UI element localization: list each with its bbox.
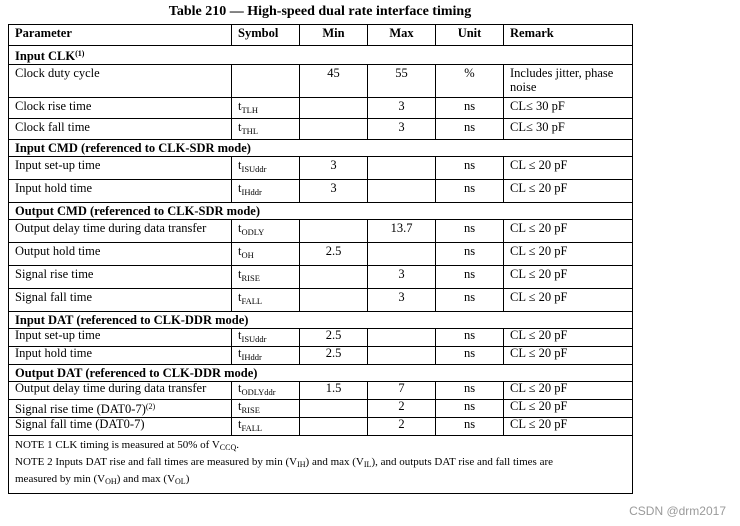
header-remark: Remark xyxy=(504,25,633,46)
max-cell: 3 xyxy=(368,98,436,119)
watermark: CSDN @drm2017 xyxy=(629,504,726,518)
section-label: Output CMD (referenced to CLK-SDR mode) xyxy=(9,203,633,220)
remark-cell: CL≤ 30 pF xyxy=(504,119,633,140)
unit-cell: ns xyxy=(436,180,504,203)
unit-cell: ns xyxy=(436,157,504,180)
max-cell xyxy=(368,329,436,347)
remark-cell: CL ≤ 20 pF xyxy=(504,347,633,365)
section-input-cmd xyxy=(9,140,633,157)
footnote-ref: (2) xyxy=(145,402,156,411)
unit-cell: ns xyxy=(436,400,504,418)
symbol-cell xyxy=(232,65,300,98)
header-parameter: Parameter xyxy=(9,25,232,46)
max-cell: 13.7 xyxy=(368,220,436,243)
footnote-ref: (1) xyxy=(75,49,85,58)
unit-cell: ns xyxy=(436,382,504,400)
note-1: NOTE 1 CLK timing is measured at 50% of $V_{CCQ}$. xyxy=(15,439,239,452)
param-cell: Signal rise time xyxy=(9,266,232,289)
unit-cell: ns xyxy=(436,220,504,243)
symbol-cell: $t_{RISE}$ xyxy=(232,400,300,418)
section-label: Output DAT (referenced to CLK-DDR mode) xyxy=(9,365,633,382)
max-cell: 3 xyxy=(368,289,436,312)
section-output-cmd xyxy=(9,203,633,220)
table-title: Table 210 — High-speed dual rate interface timing xyxy=(168,4,472,19)
max-cell xyxy=(368,243,436,266)
unit-cell: ns xyxy=(436,329,504,347)
table-row xyxy=(9,266,633,289)
symbol-cell: $t_{FALL}$ xyxy=(232,418,300,436)
note-2-cont: measured by $\min (V_{OH})$ and $\max (V_{OL})$ xyxy=(15,473,190,486)
remark-cell: CL ≤ 20 pF xyxy=(504,329,633,347)
section-input-dat xyxy=(9,312,633,329)
param-cell: Output delay time during data transfer xyxy=(9,220,232,243)
notes-cell xyxy=(9,436,633,494)
remark-cell: CL ≤ 20 pF xyxy=(504,400,633,418)
header-unit: Unit xyxy=(436,25,504,46)
min-cell xyxy=(300,98,368,119)
param-cell: Input hold time xyxy=(9,180,232,203)
symbol-cell: $t_{ISUddr}$ xyxy=(232,157,300,180)
min-cell xyxy=(300,220,368,243)
remark-cell: CL ≤ 20 pF xyxy=(504,180,633,203)
remark-cell: CL≤ 30 pF xyxy=(504,98,633,119)
min-cell xyxy=(300,266,368,289)
max-cell: 2 xyxy=(368,400,436,418)
table-row xyxy=(9,400,633,418)
remark-cell: CL ≤ 20 pF xyxy=(504,220,633,243)
remark-cell: CL ≤ 20 pF xyxy=(504,289,633,312)
section-label: Input CLK$^{(1)}$ xyxy=(9,46,633,65)
notes-row xyxy=(9,436,633,494)
symbol-cell: $t_{THL}$ xyxy=(232,119,300,140)
min-cell: 1.5 xyxy=(300,382,368,400)
header-max: Max xyxy=(368,25,436,46)
unit-cell: ns xyxy=(436,119,504,140)
unit-cell: ns xyxy=(436,289,504,312)
param-cell: Input set-up time xyxy=(9,329,232,347)
header-row xyxy=(9,25,633,46)
table-row xyxy=(9,418,633,436)
table-row xyxy=(9,157,633,180)
unit-cell: % xyxy=(436,65,504,98)
min-cell: 3 xyxy=(300,180,368,203)
table-row xyxy=(9,180,633,203)
param-cell: Input set-up time xyxy=(9,157,232,180)
param-cell: Clock fall time xyxy=(9,119,232,140)
table-row xyxy=(9,289,633,312)
symbol-cell: $t_{FALL}$ xyxy=(232,289,300,312)
max-cell: 55 xyxy=(368,65,436,98)
table-row xyxy=(9,382,633,400)
min-cell: 45 xyxy=(300,65,368,98)
max-cell: 7 xyxy=(368,382,436,400)
max-cell xyxy=(368,347,436,365)
max-cell: 3 xyxy=(368,266,436,289)
table-row xyxy=(9,119,633,140)
symbol-cell: $t_{ISUddr}$ xyxy=(232,329,300,347)
min-cell xyxy=(300,119,368,140)
min-cell xyxy=(300,400,368,418)
max-cell: 2 xyxy=(368,418,436,436)
min-cell xyxy=(300,418,368,436)
symbol-cell: $t_{OH}$ xyxy=(232,243,300,266)
remark-cell: CL ≤ 20 pF xyxy=(504,418,633,436)
unit-cell: ns xyxy=(436,418,504,436)
header-min: Min xyxy=(300,25,368,46)
param-cell: Clock rise time xyxy=(9,98,232,119)
param-cell: Output hold time xyxy=(9,243,232,266)
table-row xyxy=(9,98,633,119)
max-cell xyxy=(368,180,436,203)
remark-cell: CL ≤ 20 pF xyxy=(504,266,633,289)
unit-cell: ns xyxy=(436,347,504,365)
param-cell: Signal fall time xyxy=(9,289,232,312)
note-2: NOTE 2 Inputs DAT rise and fall times are measured by $\min (V_{IH})$ and $\max (V_{IL})$, and outputs DAT rise and fall times are xyxy=(15,456,553,469)
timing-table xyxy=(8,24,633,494)
min-cell xyxy=(300,289,368,312)
param-cell: Signal fall time (DAT0-7) xyxy=(9,418,232,436)
unit-cell: ns xyxy=(436,243,504,266)
section-output-dat xyxy=(9,365,633,382)
table-row xyxy=(9,243,633,266)
max-cell: 3 xyxy=(368,119,436,140)
remark-cell: Includes jitter, phase noise xyxy=(504,65,633,98)
table-row xyxy=(9,220,633,243)
section-label: Input DAT (referenced to CLK-DDR mode) xyxy=(9,312,633,329)
remark-cell: CL ≤ 20 pF xyxy=(504,243,633,266)
min-cell: 2.5 xyxy=(300,243,368,266)
param-cell: Clock duty cycle xyxy=(9,65,232,98)
section-input-clk xyxy=(9,46,633,65)
min-cell: 2.5 xyxy=(300,347,368,365)
symbol-cell: $t_{ODLY}$ xyxy=(232,220,300,243)
symbol-cell: $t_{RISE}$ xyxy=(232,266,300,289)
symbol-cell: $t_{TLH}$ xyxy=(232,98,300,119)
symbol-cell: $t_{ODLYddr}$ xyxy=(232,382,300,400)
header-symbol: Symbol xyxy=(232,25,300,46)
table-row xyxy=(9,347,633,365)
min-cell: 2.5 xyxy=(300,329,368,347)
symbol-cell: $t_{IHddr}$ xyxy=(232,180,300,203)
min-cell: 3 xyxy=(300,157,368,180)
unit-cell: ns xyxy=(436,98,504,119)
table-row xyxy=(9,329,633,347)
remark-cell: CL ≤ 20 pF xyxy=(504,382,633,400)
section-label: Input CMD (referenced to CLK-SDR mode) xyxy=(9,140,633,157)
unit-cell: ns xyxy=(436,266,504,289)
param-cell: Input hold time xyxy=(9,347,232,365)
max-cell xyxy=(368,157,436,180)
symbol-cell: $t_{IHddr}$ xyxy=(232,347,300,365)
remark-cell: CL ≤ 20 pF xyxy=(504,157,633,180)
param-cell: Output delay time during data transfer xyxy=(9,382,232,400)
param-cell: Signal rise time $(DAT0-7)^{(2)}$ xyxy=(9,400,232,418)
table-row xyxy=(9,65,633,98)
